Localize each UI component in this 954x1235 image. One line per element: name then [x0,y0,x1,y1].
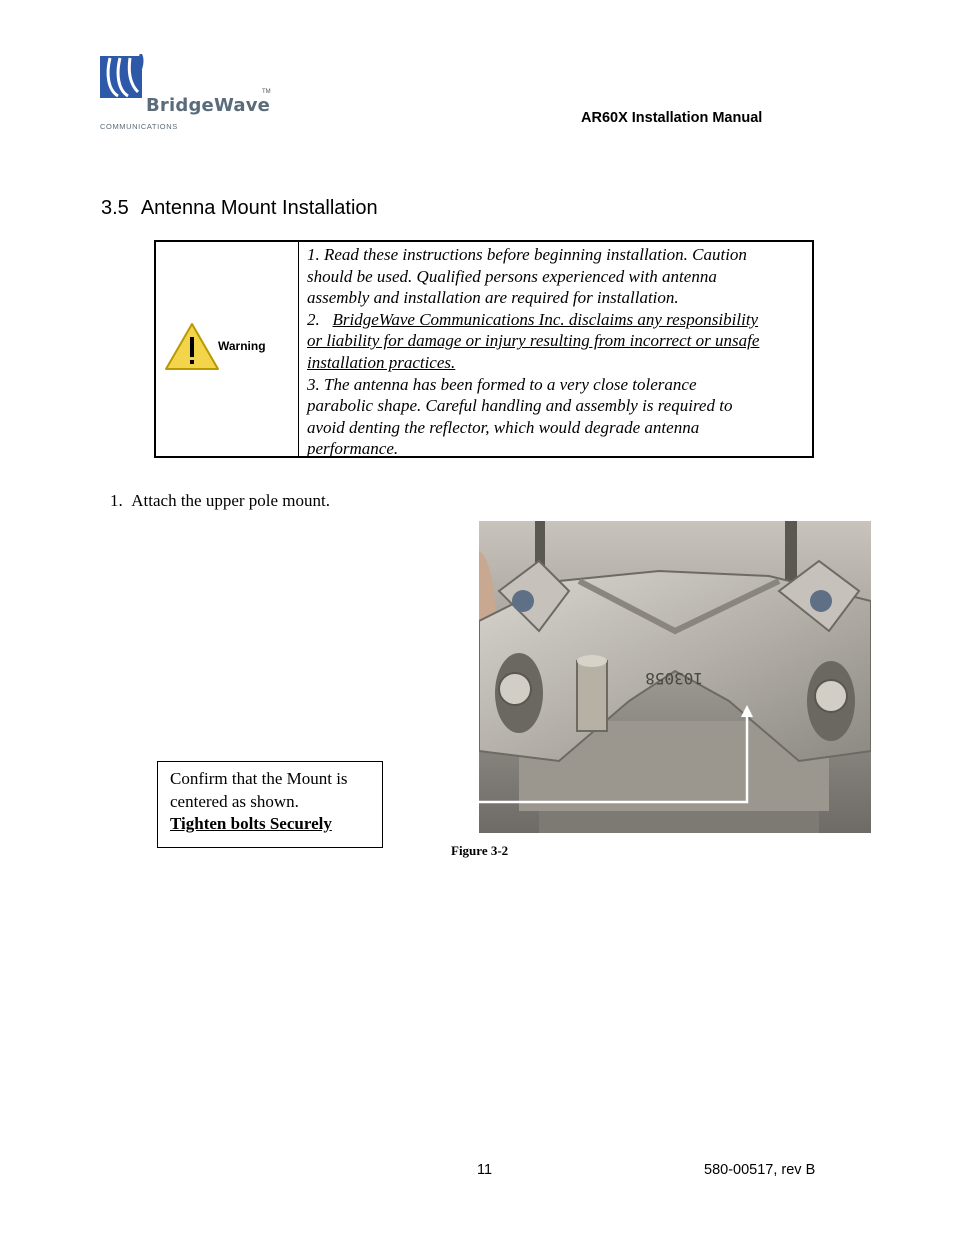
section-number: 3.5 [101,197,129,219]
warning-triangle-icon [164,322,220,372]
section-heading [101,197,378,220]
warning-icon-cell [156,242,299,456]
warning-line: avoid denting the reflector, which would degrade antenna [307,417,700,437]
warning-item-number: 2. [307,309,333,329]
logo-trademark: TM [262,89,271,95]
warning-label: Warning [218,339,266,353]
page-number: 11 [477,1162,493,1178]
logo-subtitle: COMMUNICATIONS [100,122,178,131]
mount-photo [479,521,871,833]
step-1 [110,491,330,511]
document-revision: 580-00517, rev B [704,1162,816,1178]
warning-line: 1. Read these instructions before beginning installation. Caution [307,245,747,264]
callout-emphasis: Tighten bolts Securely [170,814,332,833]
disclaimer-text: or liability for damage or injury resulting from incorrect or unsafe [307,331,760,351]
warning-line: parabolic shape. Careful handling and assembly is required to [307,396,733,416]
warning-line: assembly and installation are required for installation. [307,288,679,308]
warning-line: performance. [307,439,399,459]
logo-wordmark: BridgeWave [146,95,271,116]
section-title: Antenna Mount Installation [140,197,378,219]
step-text: Attach the upper pole mount. [131,491,331,510]
disclaimer-text: installation practices. [307,352,456,372]
casting-stamp: 103058 [645,669,703,688]
warning-line: 3. The antenna has been formed to a very close tolerance [307,374,697,394]
warning-text [299,242,812,459]
warning-line: should be used. Qualified persons experienced with antenna [307,266,717,286]
disclaimer-text: BridgeWave Communications Inc. disclaims any responsibility [332,309,759,329]
callout-line: Confirm that the Mount is [170,769,348,788]
figure-caption: Figure 3-2 [451,843,509,858]
warning-line [307,309,806,331]
warning-table [154,240,814,458]
step-number: 1. [110,491,123,510]
document-title: AR60X Installation Manual [581,110,763,126]
callout-line: centered as shown. [170,791,299,811]
callout-box [157,761,383,848]
